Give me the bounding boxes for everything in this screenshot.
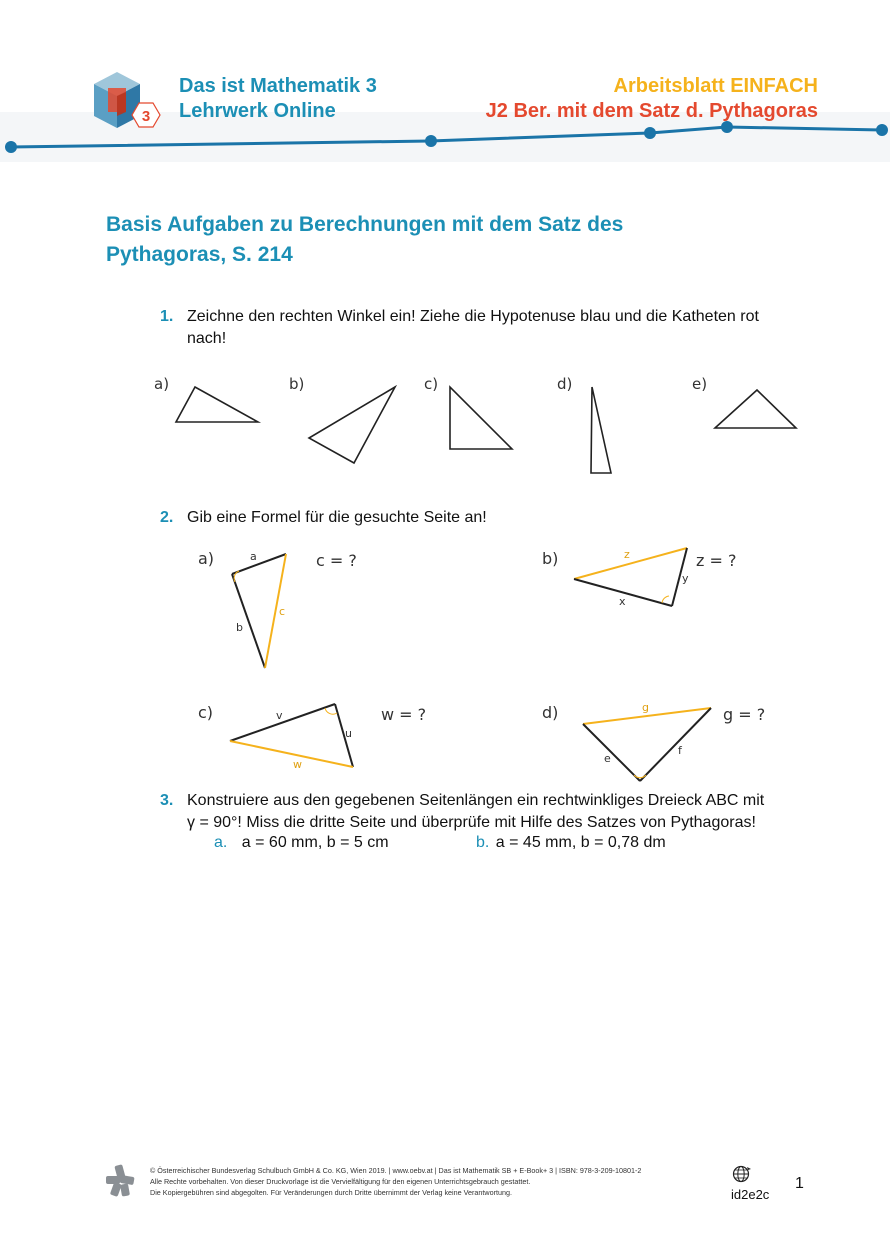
- task-number: 3.: [160, 792, 174, 809]
- header-dot: [425, 135, 437, 147]
- side-label: g: [642, 701, 649, 714]
- side-label: b: [236, 621, 243, 634]
- globe-icon: [732, 1164, 752, 1184]
- publisher-logo-icon: [104, 1163, 136, 1197]
- figure-label: c): [198, 703, 214, 722]
- triangle-b: [309, 387, 395, 463]
- subtask-text: a = 45 mm, b = 0,78 dm: [495, 834, 666, 851]
- page-title: Basis Aufgaben zu Berechnungen mit dem Satz des Pythagoras, S. 214: [106, 213, 624, 266]
- figure-label: a): [154, 375, 170, 393]
- triangle-a: [176, 387, 258, 422]
- triangle-d: [591, 387, 611, 473]
- task-2-figures: [190, 540, 790, 790]
- triangle-2a: [232, 550, 286, 668]
- header-dot: [876, 124, 888, 136]
- figure-question: c = ?: [316, 551, 357, 570]
- page-number: 1: [795, 1175, 804, 1192]
- task-number: 1.: [160, 308, 174, 325]
- task-number: 2.: [160, 509, 174, 526]
- side-label: z: [624, 548, 630, 561]
- triangle-2b: [574, 548, 689, 608]
- side-label: f: [678, 744, 682, 757]
- subtask-label: b.: [476, 834, 490, 851]
- figure-question: g = ?: [723, 705, 766, 724]
- header-dot: [5, 141, 17, 153]
- figure-label: d): [542, 703, 559, 722]
- subtask-label: a.: [214, 834, 228, 851]
- side-label: x: [619, 595, 626, 608]
- triangle-c: [450, 387, 512, 449]
- triangle-e: [715, 390, 796, 428]
- triangle-2c: [230, 704, 353, 771]
- side-label: w: [293, 758, 302, 771]
- task-1: [160, 306, 800, 350]
- figure-label: b): [289, 375, 305, 393]
- header-title: [179, 74, 377, 124]
- task-3: [160, 790, 800, 834]
- task-text-line2: γ = 90°! Miss die dritte Seite und überprüfe mit Hilfe des Satzes von Pythagoras!: [187, 814, 756, 831]
- footer-line: Alle Rechte vorbehalten. Von dieser Druckvorlage ist die Vervielfältigung für den eigenen Unterrichtsgebrauch gestattet.: [150, 1177, 531, 1186]
- subtask-text: a = 60 mm, b = 5 cm: [241, 834, 389, 851]
- side-label: u: [345, 727, 352, 740]
- figure-label: e): [692, 375, 708, 393]
- figure-label: b): [542, 549, 559, 568]
- task-text-line1: Konstruiere aus den gegebenen Seitenlängen ein rechtwinkliges Dreieck ABC mit: [187, 792, 765, 809]
- side-label: e: [604, 752, 611, 765]
- side-label: y: [682, 572, 689, 585]
- footer-line: © Österreichischer Bundesverlag Schulbuch GmbH & Co. KG, Wien 2019. | www.oebv.at | Das ist Mathematik SB + E-Book+ 3 | ISBN: 978-3-209-10801-2: [150, 1166, 642, 1175]
- figure-label: a): [198, 549, 215, 568]
- subtask-b: [476, 832, 666, 854]
- side-label: a: [250, 550, 257, 563]
- figure-label: c): [424, 375, 439, 393]
- task-text: Zeichne den rechten Winkel ein! Ziehe die Hypotenuse blau und die Katheten rot nach!: [187, 308, 759, 347]
- side-label: v: [276, 709, 283, 722]
- triangle-2d: [583, 701, 711, 781]
- subtask-a: [214, 832, 389, 854]
- header-title-line1: Das ist Mathematik 3: [179, 75, 377, 97]
- figure-question: z = ?: [696, 551, 737, 570]
- header-worksheet-info: [486, 74, 818, 124]
- worksheet-topic: J2 Ber. mit dem Satz d. Pythagoras: [485, 100, 818, 122]
- figure-label: d): [557, 375, 573, 393]
- worksheet-level: Arbeitsblatt EINFACH: [613, 75, 818, 97]
- footer-line: Die Kopiergebühren sind abgegolten. Für Veränderungen durch Dritte übernimmt der Verlag keine Verantwortung.: [150, 1188, 512, 1197]
- task-text: Gib eine Formel für die gesuchte Seite an!: [187, 509, 487, 526]
- side-label: c: [279, 605, 286, 618]
- header-dot: [644, 127, 656, 139]
- figure-question: w = ?: [381, 705, 427, 724]
- task-2: [160, 507, 800, 529]
- online-code: id2e2c: [731, 1187, 770, 1202]
- footer-copyright: [150, 1165, 710, 1198]
- logo-number: 3: [141, 108, 151, 125]
- header-title-line2: Lehrwerk Online: [179, 100, 336, 122]
- task-1-figures: [140, 368, 820, 488]
